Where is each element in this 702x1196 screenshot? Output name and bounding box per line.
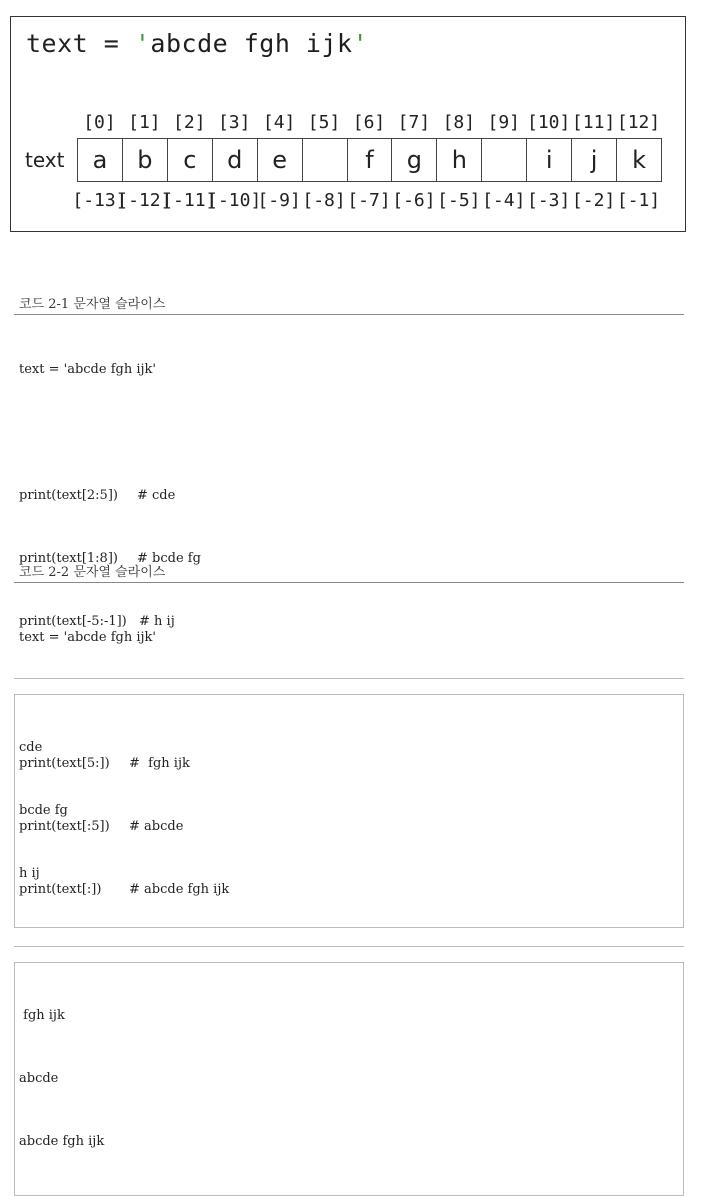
listing-code-block bbox=[14, 583, 684, 947]
figure-code-prefix: text = bbox=[26, 29, 135, 58]
character-cell: e bbox=[257, 138, 303, 182]
positive-index-label: [0] bbox=[83, 112, 116, 133]
character-cell: f bbox=[347, 138, 393, 182]
code-comment: # h ij bbox=[139, 614, 175, 629]
listing-title: 코드 2-2 문자열 슬라이스 bbox=[14, 561, 684, 583]
code-assign-line: text = 'abcde fgh ijk' bbox=[19, 362, 156, 377]
code-line bbox=[19, 816, 679, 837]
character-cell bbox=[302, 138, 348, 182]
positive-index-label: [4] bbox=[262, 112, 296, 133]
output-line: abcde bbox=[19, 1071, 59, 1086]
positive-index-label: [12] bbox=[616, 112, 661, 133]
code-line bbox=[19, 753, 679, 774]
code-comment: # abcde bbox=[129, 819, 184, 834]
positive-index-label: [2] bbox=[173, 112, 206, 133]
character-cell: j bbox=[571, 138, 617, 182]
figure-string-value: abcde fgh ijk bbox=[150, 29, 353, 58]
character-cell: k bbox=[616, 138, 662, 182]
negative-index-label: [-5] bbox=[437, 190, 481, 211]
code-statement: print(text[2:5]) bbox=[19, 488, 118, 503]
character-cell: g bbox=[391, 138, 437, 182]
listing-title: 코드 2-1 문자열 슬라이스 bbox=[14, 293, 684, 315]
positive-index-label: [8] bbox=[442, 112, 476, 133]
code-statement: print(text[-5:-1]) bbox=[19, 614, 127, 629]
string-index-figure bbox=[10, 16, 686, 232]
character-cells bbox=[77, 138, 661, 182]
positive-index-label: [6] bbox=[352, 112, 386, 133]
figure-open-quote: ' bbox=[134, 29, 151, 58]
negative-index-label: [-11] bbox=[162, 190, 217, 211]
code-statement: print(text[1:8]) bbox=[19, 551, 118, 566]
positive-index-label: [3] bbox=[217, 112, 251, 133]
code-comment: # abcde fgh ijk bbox=[129, 882, 230, 897]
code-line bbox=[19, 879, 679, 900]
code-line bbox=[19, 485, 679, 506]
code-statement: print(text[:]) bbox=[19, 882, 102, 897]
negative-index-label: [-13] bbox=[72, 190, 127, 211]
output-line: bcde fg bbox=[19, 803, 68, 818]
negative-index-label: [-12] bbox=[117, 190, 172, 211]
variable-label: text bbox=[25, 148, 65, 172]
character-cell bbox=[481, 138, 527, 182]
code-statement: print(text[:5]) bbox=[19, 819, 110, 834]
negative-index-label: [-3] bbox=[527, 190, 571, 211]
negative-index-label: [-9] bbox=[257, 190, 301, 211]
output-line: abcde fgh ijk bbox=[19, 1134, 105, 1149]
output-line: fgh ijk bbox=[19, 1008, 65, 1023]
positive-index-label: [7] bbox=[397, 112, 431, 133]
blank-line bbox=[19, 690, 679, 711]
positive-index-label: [10] bbox=[527, 112, 571, 133]
code-assign-line: text = 'abcde fgh ijk' bbox=[19, 630, 156, 645]
character-cell: d bbox=[212, 138, 258, 182]
output-line: h ij bbox=[19, 866, 40, 881]
code-listing-2-2 bbox=[14, 561, 684, 1196]
character-cell: a bbox=[77, 138, 123, 182]
blank-line bbox=[19, 422, 679, 443]
output-line: cde bbox=[19, 740, 43, 755]
positive-index-label: [1] bbox=[128, 112, 161, 133]
negative-index-label: [-1] bbox=[616, 190, 661, 211]
output-block bbox=[14, 962, 684, 1196]
code-comment: # fgh ijk bbox=[129, 756, 190, 771]
positive-index-label: [11] bbox=[571, 112, 616, 133]
positive-index-label: [5] bbox=[307, 112, 341, 133]
code-statement: print(text[5:]) bbox=[19, 756, 110, 771]
negative-index-label: [-10] bbox=[207, 190, 262, 211]
figure-code-line bbox=[26, 29, 368, 58]
character-cell: i bbox=[526, 138, 572, 182]
character-cell: b bbox=[122, 138, 168, 182]
negative-index-label: [-4] bbox=[482, 190, 526, 211]
negative-index-label: [-6] bbox=[392, 190, 436, 211]
negative-index-label: [-7] bbox=[347, 190, 391, 211]
code-comment: # cde bbox=[137, 488, 176, 503]
character-cell: c bbox=[167, 138, 213, 182]
negative-index-label: [-2] bbox=[571, 190, 616, 211]
code-comment: # bcde fg bbox=[137, 551, 201, 566]
character-cell: h bbox=[436, 138, 482, 182]
positive-index-label: [9] bbox=[487, 112, 521, 133]
figure-close-quote: ' bbox=[352, 29, 369, 58]
negative-index-label: [-8] bbox=[302, 190, 346, 211]
